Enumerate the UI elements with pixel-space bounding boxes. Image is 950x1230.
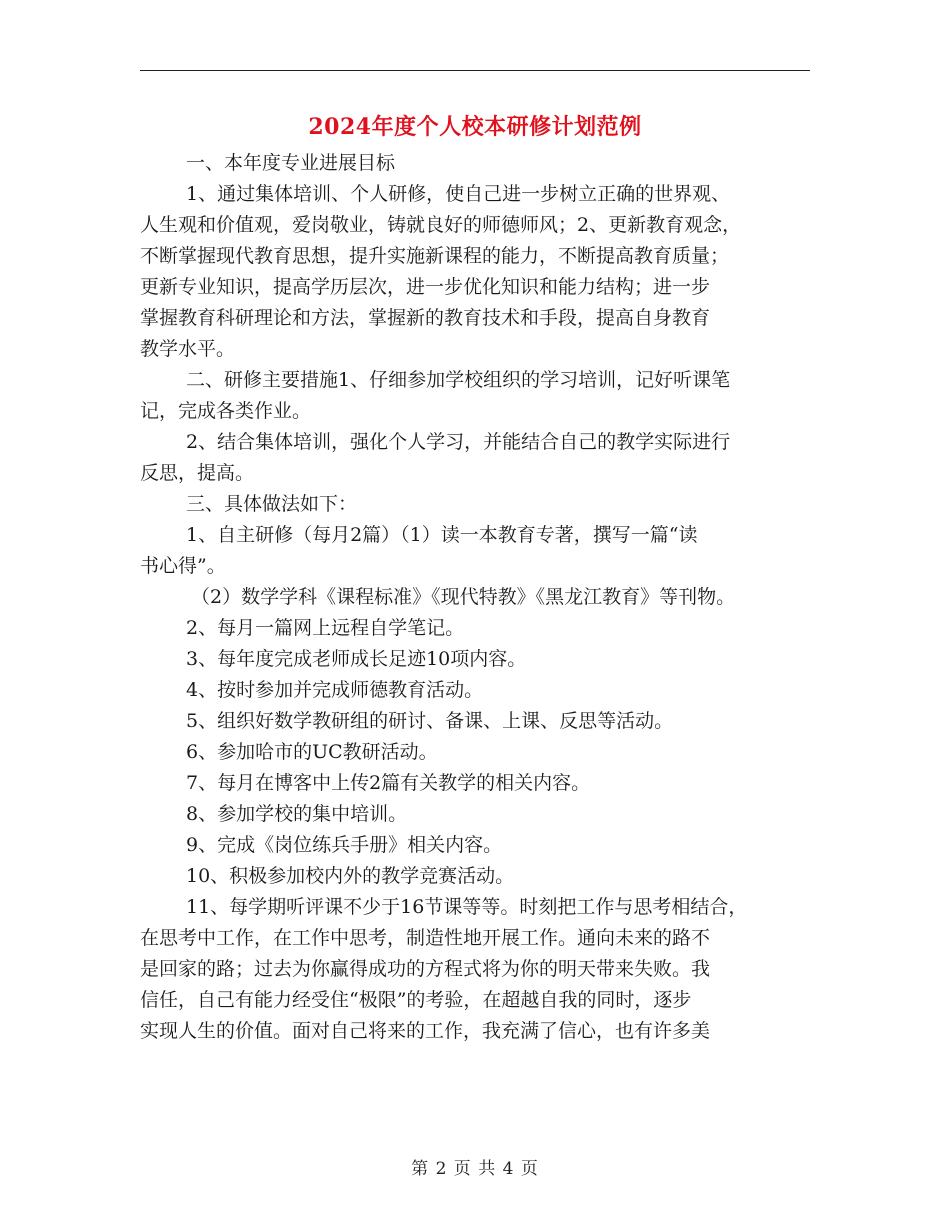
document-body	[140, 148, 830, 1047]
list-item: 11、每学期听评课不少于16节课等等。时刻把工作与思考相结合，	[186, 896, 748, 918]
paragraph-line: 信任，自己有能力经受住“极限”的考验，在超越自我的同时，逐步	[140, 989, 692, 1011]
paragraph-line: 书心得”。	[140, 555, 226, 577]
list-item: 8、参加学校的集中培训。	[186, 803, 408, 825]
list-item: 6、参加哈市的UC教研活动。	[186, 741, 438, 763]
paragraph-line: 更新专业知识，提高学历层次，进一步优化知识和能力结构；进一步	[140, 276, 711, 298]
paragraph-line: 掌握教育科研理论和方法，掌握新的教育技术和手段，提高自身教育	[140, 307, 711, 329]
list-item: 1、自主研修（每月2篇）（1）读一本教育专著，撰写一篇“读	[186, 524, 698, 546]
list-item: 2、每月一篇网上远程自学笔记。	[186, 617, 465, 639]
section-heading: 一、本年度专业进展目标	[186, 152, 396, 174]
paragraph-line: 反思，提高。	[140, 462, 255, 484]
list-item: 3、每年度完成老师成长足迹10项内容。	[186, 648, 527, 670]
paragraph-line: 1、通过集体培训、个人研修，使自己进一步树立正确的世界观、	[186, 183, 731, 205]
list-item: 4、按时参加并完成师德教育活动。	[186, 679, 484, 701]
list-item: （2）数学学科《课程标准》《现代特教》《黑龙江教育》等刊物。	[191, 586, 736, 608]
list-item: 5、组织好数学教研组的研讨、备课、上课、反思等活动。	[186, 710, 674, 732]
document-title: 2024年度个人校本研修计划范例	[308, 114, 642, 140]
paragraph-line: 2、结合集体培训，强化个人学习，并能结合自己的教学实际进行	[186, 431, 731, 453]
section-heading: 三、具体做法如下：	[186, 493, 358, 515]
paragraph-line: 记，完成各类作业。	[140, 400, 312, 422]
list-item: 10、积极参加校内外的教学竞赛活动。	[186, 865, 515, 887]
paragraph-line: 在思考中工作，在工作中思考，制造性地开展工作。通向未来的路不	[140, 927, 711, 949]
paragraph-line: 教学水平。	[140, 338, 236, 360]
paragraph-line: 是回家的路；过去为你赢得成功的方程式将为你的明天带来失败。我	[140, 958, 711, 980]
list-item: 7、每月在博客中上传2篇有关教学的相关内容。	[186, 772, 591, 794]
page-footer: 第 2 页 共 4 页	[411, 1159, 539, 1179]
paragraph-line: 不断掌握现代教育思想，提升实施新课程的能力，不断提高教育质量；	[140, 245, 730, 267]
section-heading: 二、研修主要措施1、仔细参加学校组织的学习培训，记好听课笔	[186, 369, 731, 391]
list-item: 9、完成《岗位练兵手册》相关内容。	[186, 834, 503, 856]
paragraph-line: 实现人生的价值。面对自己将来的工作，我充满了信心，也有许多美	[140, 1020, 711, 1042]
paragraph-line: 人生观和价值观，爱岗敬业，铸就良好的师德师风；2、更新教育观念，	[140, 214, 742, 236]
header-rule	[140, 70, 810, 71]
